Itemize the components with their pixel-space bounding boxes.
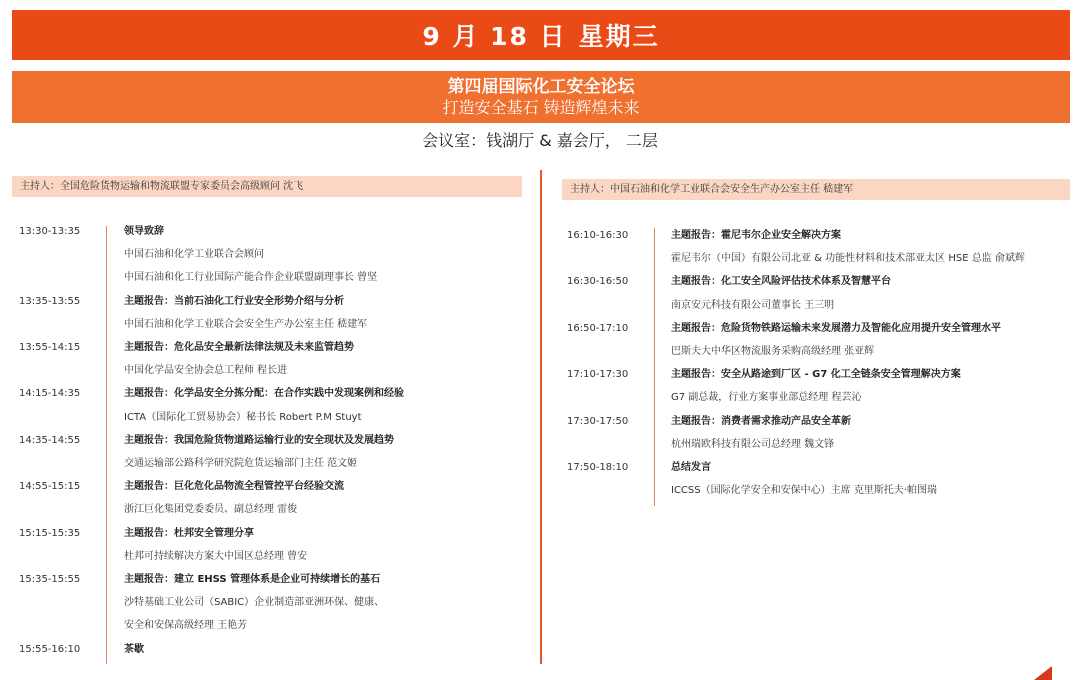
session-topic: 主题报告：消费者需求推动产品安全革新	[671, 415, 851, 427]
session-topic: 总结发言	[671, 462, 711, 473]
right-timeline-line	[654, 228, 655, 506]
session-topic: 主题报告：霍尼韦尔企业安全解决方案	[671, 230, 841, 241]
session-time: 16:30-16:50	[567, 276, 629, 288]
session-topic: 主题报告：化学品安全分拣分配：在合作实践中发现案例和经验	[124, 388, 404, 400]
session-topic: 主题报告：安全从路途到厂区 - G7 化工全链条安全管理解决方案	[671, 369, 961, 381]
session-time: 15:55-16:10	[19, 643, 81, 655]
session-time: 17:50-18:10	[567, 462, 629, 473]
session-speaker-line: G7 副总裁，行业方案事业部总经理 程芸沁	[671, 392, 862, 404]
session-time: 16:50-17:10	[567, 322, 629, 334]
session-time: 17:10-17:30	[567, 369, 629, 381]
session-speaker-line: 霍尼韦尔（中国）有限公司北亚 & 功能性材料和技术部亚太区 HSE 总监 俞斌辉	[671, 253, 1025, 265]
session-time: 17:30-17:50	[567, 415, 629, 427]
forum-slogan: 打造安全基石 铸造辉煌未来	[442, 98, 640, 117]
session-speaker-line: 交通运输部公路科学研究院危货运输部门主任 范文姬	[124, 458, 358, 469]
session-speaker-line: 杭州瑞欧科技有限公司总经理 魏文锋	[671, 438, 835, 450]
venue-text: 会议室：钱湖厅 & 嘉会厅， 二层	[422, 131, 658, 150]
corner-decoration	[1034, 666, 1052, 680]
session-speaker-line: ICTA（国际化工贸易协会）秘书长 Robert P.M Stuyt	[124, 411, 362, 423]
forum-title: 第四届国际化工安全论坛	[447, 77, 635, 97]
session-speaker-line: 安全和安保高级经理 王艳芳	[124, 620, 248, 632]
date-banner	[12, 10, 1070, 60]
session-topic: 主题报告：化工安全风险评估技术体系及智慧平台	[671, 276, 891, 288]
session-time: 15:35-15:55	[19, 574, 81, 585]
session-time: 14:15-14:35	[19, 388, 81, 400]
session-time: 13:30-13:35	[19, 226, 81, 237]
session-topic: 主题报告：我国危险货物道路运输行业的安全现状及发展趋势	[124, 434, 394, 446]
date-text: 9 月 18 日	[422, 22, 567, 51]
session-time: 14:55-15:15	[19, 481, 81, 493]
session-time: 15:15-15:35	[19, 527, 81, 539]
left-host-bar: 主持人：全国危险货物运输和物流联盟专家委员会高级顾问 沈飞	[12, 176, 522, 197]
session-time: 13:55-14:15	[19, 342, 81, 353]
session-topic: 主题报告：建立 EHSS 管理体系是企业可持续增长的基石	[124, 574, 381, 585]
session-speaker-line: ICCSS（国际化学安全和安保中心）主席 克里斯托夫·帕图瑞	[671, 485, 937, 497]
session-speaker-line: 中国化学品安全协会总工程师 程长进	[124, 365, 288, 377]
session-time: 13:35-13:55	[19, 295, 81, 307]
session-topic: 茶歇	[124, 643, 144, 655]
session-topic: 主题报告：危险货物铁路运输未来发展潜力及智能化应用提升安全管理水平	[671, 322, 1001, 334]
session-speaker-line: 沙特基础工业公司（SABIC）企业制造部亚洲环保、健康、	[124, 597, 385, 609]
session-speaker-line: 巴斯夫大中华区物流服务采购高级经理 张亚辉	[671, 346, 875, 357]
session-topic: 主题报告：危化品安全最新法律法规及未来监管趋势	[124, 342, 354, 353]
forum-banner	[12, 71, 1070, 123]
session-speaker-line: 中国石油和化学工业联合会顾问	[124, 249, 264, 261]
left-timeline-line	[106, 226, 107, 664]
right-host-bar: 主持人：中国石油和化学工业联合会安全生产办公室主任 嵇建军	[562, 179, 1070, 200]
weekday-text: 星期三	[578, 22, 660, 51]
session-topic: 主题报告：杜邦安全管理分享	[124, 527, 254, 539]
session-topic: 主题报告：巨化危化品物流全程管控平台经验交流	[124, 481, 344, 493]
session-speaker-line: 南京安元科技有限公司董事长 王三明	[671, 299, 835, 311]
session-time: 16:10-16:30	[567, 230, 629, 241]
session-speaker-line: 中国石油和化学工业联合会安全生产办公室主任 嵇建军	[124, 318, 368, 330]
column-divider	[540, 170, 542, 664]
session-speaker-line: 浙江巨化集团党委委员、副总经理 雷俊	[124, 504, 298, 516]
session-topic: 主题报告：当前石油化工行业安全形势介绍与分析	[124, 295, 344, 307]
session-time: 14:35-14:55	[19, 434, 81, 446]
session-speaker-line: 杜邦可持续解决方案大中国区总经理 曾安	[124, 550, 308, 562]
session-speaker-line: 中国石油和化工行业国际产能合作企业联盟副理事长 曾坚	[124, 272, 378, 284]
session-topic: 领导致辞	[124, 226, 164, 237]
